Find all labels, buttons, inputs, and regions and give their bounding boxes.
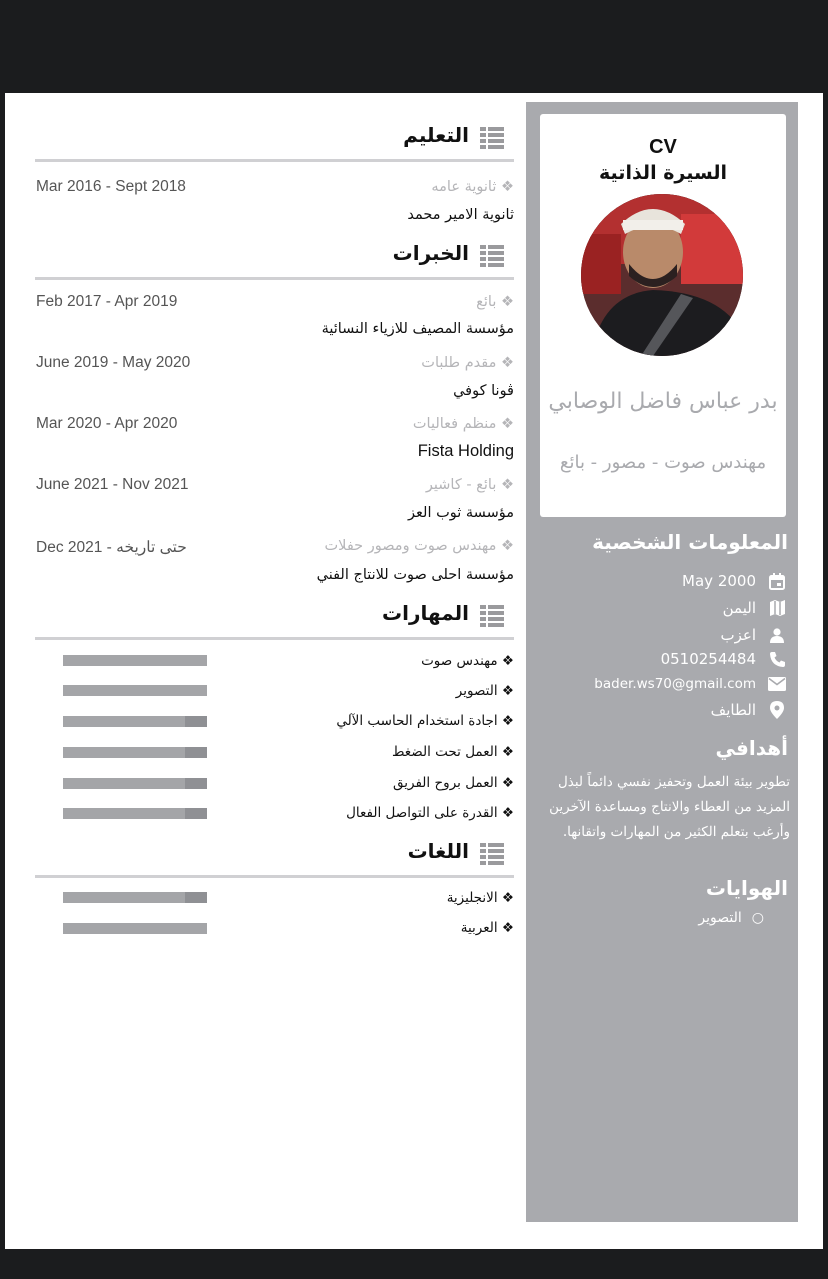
experience-role: ❖ مهندس صوت ومصور حفلات: [324, 538, 514, 554]
skill-label: ❖ العمل بروح الفريق: [393, 775, 514, 791]
skill-bar: [63, 808, 207, 819]
profile-photo: [581, 194, 743, 356]
experience-role: ❖ بائع - كاشير: [425, 477, 514, 493]
skill-label: ❖ التصوير: [455, 683, 514, 699]
cv-page: [5, 93, 823, 1249]
skills-section-header: [35, 601, 514, 640]
skill-label: ❖ اجادة استخدام الحاسب الآلي: [336, 713, 514, 729]
mail-icon: [768, 675, 786, 693]
skill-bar: [63, 685, 207, 696]
calendar-icon: [768, 572, 786, 590]
info-birthdate-value: May 2000: [682, 572, 756, 590]
experience-org: مؤسسة احلى صوت للانتاج الفني: [316, 567, 514, 583]
languages-section-header: [35, 839, 514, 878]
person-icon: [768, 626, 786, 644]
languages-heading: اللغات: [407, 839, 469, 863]
experience-role: ❖ مقدم طلبات: [421, 355, 514, 371]
hobby-label: التصوير: [698, 910, 742, 926]
sidebar: [526, 102, 798, 1222]
info-status-value: اعزب: [720, 626, 756, 644]
skill-bar: [63, 655, 207, 666]
info-email: [594, 673, 786, 695]
hobbies-heading: الهوايات: [705, 876, 788, 900]
education-org: ثانوية الامير محمد: [407, 207, 514, 223]
education-section-header: [35, 123, 514, 162]
info-phone: [661, 648, 786, 670]
map-icon: [768, 599, 786, 617]
cv-title: CV: [649, 136, 677, 158]
info-status: [720, 624, 786, 646]
info-city-value: الطايف: [710, 701, 756, 719]
experience-role: ❖ بائع: [476, 294, 514, 310]
person-name: بدر عباس فاضل الوصابي: [548, 389, 778, 414]
list-icon: [480, 605, 504, 631]
hobby-bullet-icon: ○: [751, 910, 764, 926]
skill-label: ❖ مهندس صوت: [421, 653, 514, 669]
cv-subtitle: السيرة الذاتية: [599, 162, 727, 184]
education-heading: التعليم: [403, 123, 469, 147]
person-title: مهندس صوت - مصور - بائع: [559, 452, 767, 473]
info-country: [723, 597, 786, 619]
experience-date: June 2021 - Nov 2021: [36, 476, 189, 493]
list-icon: [480, 245, 504, 271]
skill-label: ❖ القدرة على التواصل الفعال: [346, 805, 514, 821]
info-birthdate: [682, 570, 786, 592]
info-phone-value: 0510254484: [660, 650, 756, 668]
info-city: [711, 699, 786, 721]
experience-org: مؤسسة المصيف للازياء النسائية: [321, 321, 514, 337]
experience-date: June 2019 - May 2020: [36, 354, 191, 371]
phone-icon: [768, 650, 786, 668]
personal-info-heading: المعلومات الشخصية: [592, 530, 788, 554]
list-icon: [480, 127, 504, 153]
language-bar: [63, 923, 207, 934]
language-label: ❖ الانجليزية: [446, 890, 514, 906]
profile-card: [540, 114, 786, 517]
language-bar: [63, 892, 207, 903]
skill-label: ❖ العمل تحت الضغط: [391, 744, 514, 760]
skill-bar: [63, 778, 207, 789]
experience-org: Fista Holding: [417, 442, 514, 460]
education-date: Mar 2016 - Sept 2018: [36, 178, 186, 195]
goals-text: تطوير بيئة العمل وتحفيز نفسي دائماً لبذل المزيد من العطاء والانتاج ومساعدة الآخرين وأرغب بتعلم الكثير من المهارات واتقانها.: [549, 774, 790, 840]
experience-org: مؤسسة ثوب العز: [408, 505, 514, 521]
experience-role: ❖ منظم فعاليات: [412, 416, 514, 432]
language-label: ❖ العربية: [460, 920, 514, 936]
experience-date: Feb 2017 - Apr 2019: [36, 293, 178, 310]
skill-bar: [63, 716, 207, 727]
avatar: [581, 194, 743, 356]
skill-bar: [63, 747, 207, 758]
experience-date: Mar 2020 - Apr 2020: [36, 415, 178, 432]
education-role: ❖ ثانوية عامه: [431, 179, 514, 195]
location-pin-icon: [768, 701, 786, 719]
experience-heading: الخبرات: [392, 241, 469, 265]
experience-date: Dec 2021 - حتى تاريخه: [36, 539, 187, 556]
skills-heading: المهارات: [382, 601, 469, 625]
hobby-item: [698, 910, 764, 926]
experience-section-header: [35, 241, 514, 280]
goals-heading: أهدافي: [715, 736, 788, 760]
info-country-value: اليمن: [722, 599, 756, 617]
experience-org: ڤونا كوفي: [453, 383, 514, 399]
info-email-value: bader.ws70@gmail.com: [594, 676, 756, 692]
list-icon: [480, 843, 504, 869]
